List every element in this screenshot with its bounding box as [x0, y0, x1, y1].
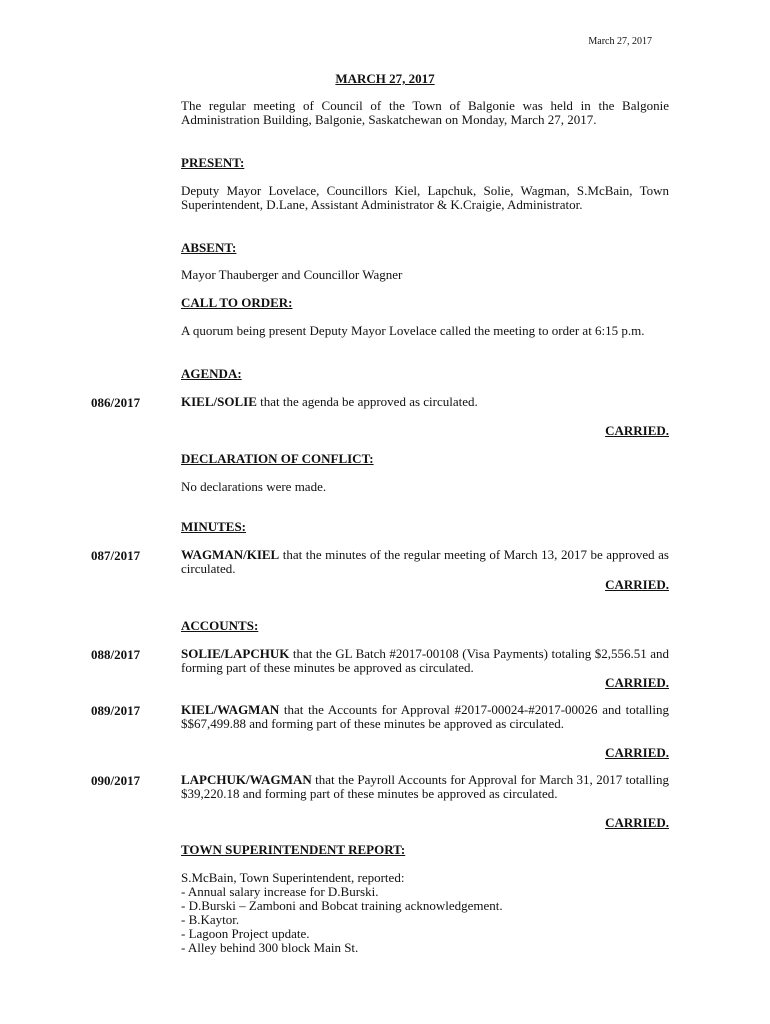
- motion-number-086: 086/2017: [91, 395, 141, 410]
- report-item: - B.Kaytor.: [181, 912, 240, 927]
- motion-088-text: [181, 647, 669, 675]
- present-heading: PRESENT:: [181, 155, 245, 170]
- minutes-heading: MINUTES:: [181, 519, 247, 534]
- motion-number-087: 087/2017: [91, 548, 141, 563]
- motion-087-body: that the minutes of the regular meeting of March 13, 2017 be approved as circulated.: [181, 547, 669, 576]
- motion-087-carried: CARRIED.: [605, 577, 669, 592]
- superintendent-report: [181, 871, 669, 955]
- page-title: MARCH 27, 2017: [335, 71, 435, 86]
- conflict-text: No declarations were made.: [181, 479, 327, 494]
- motion-090-body: that the Payroll Accounts for Approval for March 31, 2017 totalling $39,220.18 and forming part of these minutes be approved as circulated.: [181, 772, 669, 801]
- motion-087-mover: WAGMAN/KIEL: [181, 547, 280, 562]
- report-item: - Annual salary increase for D.Burski.: [181, 884, 379, 899]
- motion-088-carried: CARRIED.: [605, 675, 669, 690]
- motion-number-089: 089/2017: [91, 703, 141, 718]
- intro-paragraph: The regular meeting of Council of the Town of Balgonie was held in the Balgonie Administration Building, Balgonie, Saskatchewan on Monday, March 27, 2017.: [181, 98, 669, 127]
- motion-088-mover: SOLIE/LAPCHUK: [181, 646, 290, 661]
- present-text: Deputy Mayor Lovelace, Councillors Kiel, Lapchuk, Solie, Wagman, S.McBain, Town Superintendent, D.Lane, Assistant Administrator & K.Craigie, Administrator.: [181, 183, 669, 212]
- motion-086-body: that the agenda be approved as circulated.: [256, 394, 478, 409]
- motion-089-carried: CARRIED.: [605, 745, 669, 760]
- motion-090-mover: LAPCHUK/WAGMAN: [181, 772, 312, 787]
- motion-090-carried: CARRIED.: [605, 815, 669, 830]
- superintendent-intro: S.McBain, Town Superintendent, reported:: [181, 870, 405, 885]
- motion-088-body: that the GL Batch #2017-00108 (Visa Payments) totaling $2,556.51 and forming part of these minutes be approved as circulated.: [181, 646, 669, 675]
- report-item: - D.Burski – Zamboni and Bobcat training acknowledgement.: [181, 898, 503, 913]
- motion-089-mover: KIEL/WAGMAN: [181, 702, 280, 717]
- page-header-date: March 27, 2017: [588, 36, 652, 47]
- motion-number-090: 090/2017: [91, 773, 141, 788]
- motion-089-body: that the Accounts for Approval #2017-00024-#2017-00026 and totalling $$67,499.88 and forming part of these minutes be approved as circulated.: [181, 702, 669, 731]
- call-to-order-heading: CALL TO ORDER:: [181, 295, 293, 310]
- absent-text: Mayor Thauberger and Councillor Wagner: [181, 267, 403, 282]
- motion-090-text: [181, 773, 669, 801]
- call-to-order-text: A quorum being present Deputy Mayor Lovelace called the meeting to order at 6:15 p.m.: [181, 323, 645, 338]
- motion-number-088: 088/2017: [91, 647, 141, 662]
- report-item: - Lagoon Project update.: [181, 926, 310, 941]
- motion-087-text: [181, 548, 669, 576]
- motion-089-text: [181, 703, 669, 731]
- motion-086-text: [181, 395, 669, 409]
- accounts-heading: ACCOUNTS:: [181, 618, 259, 633]
- report-item: - Alley behind 300 block Main St.: [181, 940, 359, 955]
- motion-086-mover: KIEL/SOLIE: [181, 394, 257, 409]
- superintendent-heading: TOWN SUPERINTENDENT REPORT:: [181, 842, 406, 857]
- agenda-heading: AGENDA:: [181, 366, 242, 381]
- motion-086-carried: CARRIED.: [605, 423, 669, 438]
- absent-heading: ABSENT:: [181, 240, 237, 255]
- conflict-heading: DECLARATION OF CONFLICT:: [181, 451, 374, 466]
